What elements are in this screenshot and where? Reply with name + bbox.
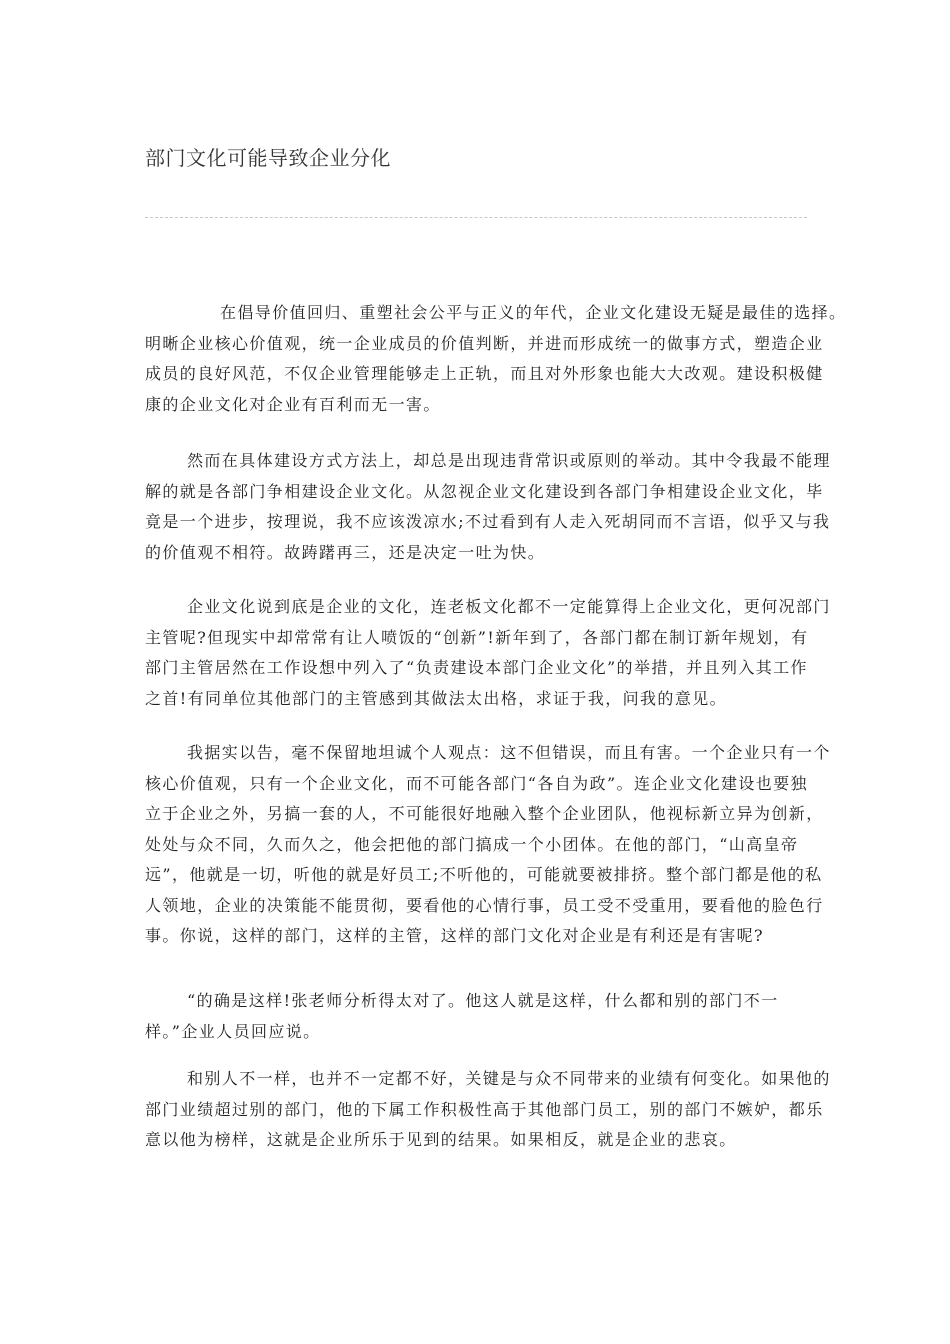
paragraph-line: 部门业绩超过别的部门，他的下属工作积极性高于其他部门员工，别的部门不嫉妒，都乐 (145, 1099, 824, 1119)
paragraph-line: 的价值观不相符。故踌躇再三，还是决定一吐为快。 (145, 542, 546, 562)
paragraph-line: 我据实以告，毫不保留地坦诚个人观点：这不但错误，而且有害。一个企业只有一个 (187, 743, 831, 762)
paragraph-line: 立于企业之外，另搞一套的人，不可能很好地融入整个企业团队，他视标新立异为创新， (145, 804, 824, 823)
paragraph (145, 446, 831, 568)
paragraph-line: 和别人不一样，也并不一定都不好，关键是与众不同带来的业绩有何变化。如果他的 (187, 1069, 831, 1088)
dashed-divider (145, 217, 807, 218)
paragraph-line: 成员的良好风范，不仅企业管理能够走上正轨，而且对外形象也能大大改观。建设积极健 (145, 364, 824, 383)
paragraph-line: 处处与众不同，久而久之，他会把他的部门搞成一个小团体。在他的部门，“山高皇帝 (145, 834, 799, 854)
paragraph-line: 核心价值观，只有一个企业文化，而不可能各部门“各自为政”。连企业文化建设也要独 (145, 773, 808, 793)
paragraph-line: 事。你说，这样的部门，这样的主管，这样的部门文化对企业是有利还是有害呢? (145, 926, 764, 945)
paragraph-line: 企业文化说到底是企业的文化，连老板文化都不一定能算得上企业文化，更何况部门 (187, 597, 831, 616)
paragraph-line: 之首!有同单位其他部门的主管感到其做法太出格，求证于我，问我的意见。 (145, 688, 728, 708)
page-title: 部门文化可能导致企业分化 (145, 146, 391, 170)
paragraph (145, 298, 847, 420)
paragraph-line: 部门主管居然在工作设想中列入了“负责建设本部门企业文化”的举措，并且列入其工作 (145, 658, 808, 677)
paragraph-line: “的确是这样!张老师分析得太对了。他这人就是这样，什么都和别的部门不一 (187, 991, 779, 1010)
paragraph-line: 主管呢?但现实中却常常有让人喷饭的“创新”!新年到了，各部门都在制订新年规划，有 (145, 627, 809, 647)
paragraph-line: 然而在具体建设方式方法上，却总是出现违背常识或原则的举动。其中令我最不能理 (187, 451, 831, 470)
paragraph-line: 意以他为榜样，这就是企业所乐于见到的结果。如果相反，就是企业的悲哀。 (145, 1130, 737, 1149)
paragraph-line: 人领地，企业的决策能不能贯彻，要看他的心情行事，员工受不受重用，要看他的脸色行 (145, 895, 824, 915)
paragraph-line: 解的就是各部门争相建设企业文化。从忽视企业文化建设到各部门争相建设企业文化，毕 (145, 481, 824, 501)
paragraph-line: 远”，他就是一切，听他的就是好员工;不听他的，可能就要被排挤。整个部门都是他的私 (145, 865, 823, 884)
paragraph (145, 592, 831, 714)
paragraph-line: 样。”企业人员回应说。 (145, 1021, 321, 1041)
paragraph-line: 康的企业文化对企业有百利而无一害。 (145, 394, 441, 414)
paragraph (145, 986, 825, 1047)
paragraph (145, 738, 831, 952)
paragraph-line: 在倡导价值回归、重塑社会公平与正义的年代，企业文化建设无疑是最佳的选择。 (220, 303, 847, 322)
paragraph (145, 1064, 831, 1156)
paragraph-line: 明晰企业核心价值观，统一企业成员的价值判断，并进而形成统一的做事方式，塑造企业 (145, 333, 824, 353)
paragraph-line: 竟是一个进步，按理说，我不应该泼凉水;不过看到有人走入死胡同而不言语，似乎又与我 (145, 512, 831, 531)
